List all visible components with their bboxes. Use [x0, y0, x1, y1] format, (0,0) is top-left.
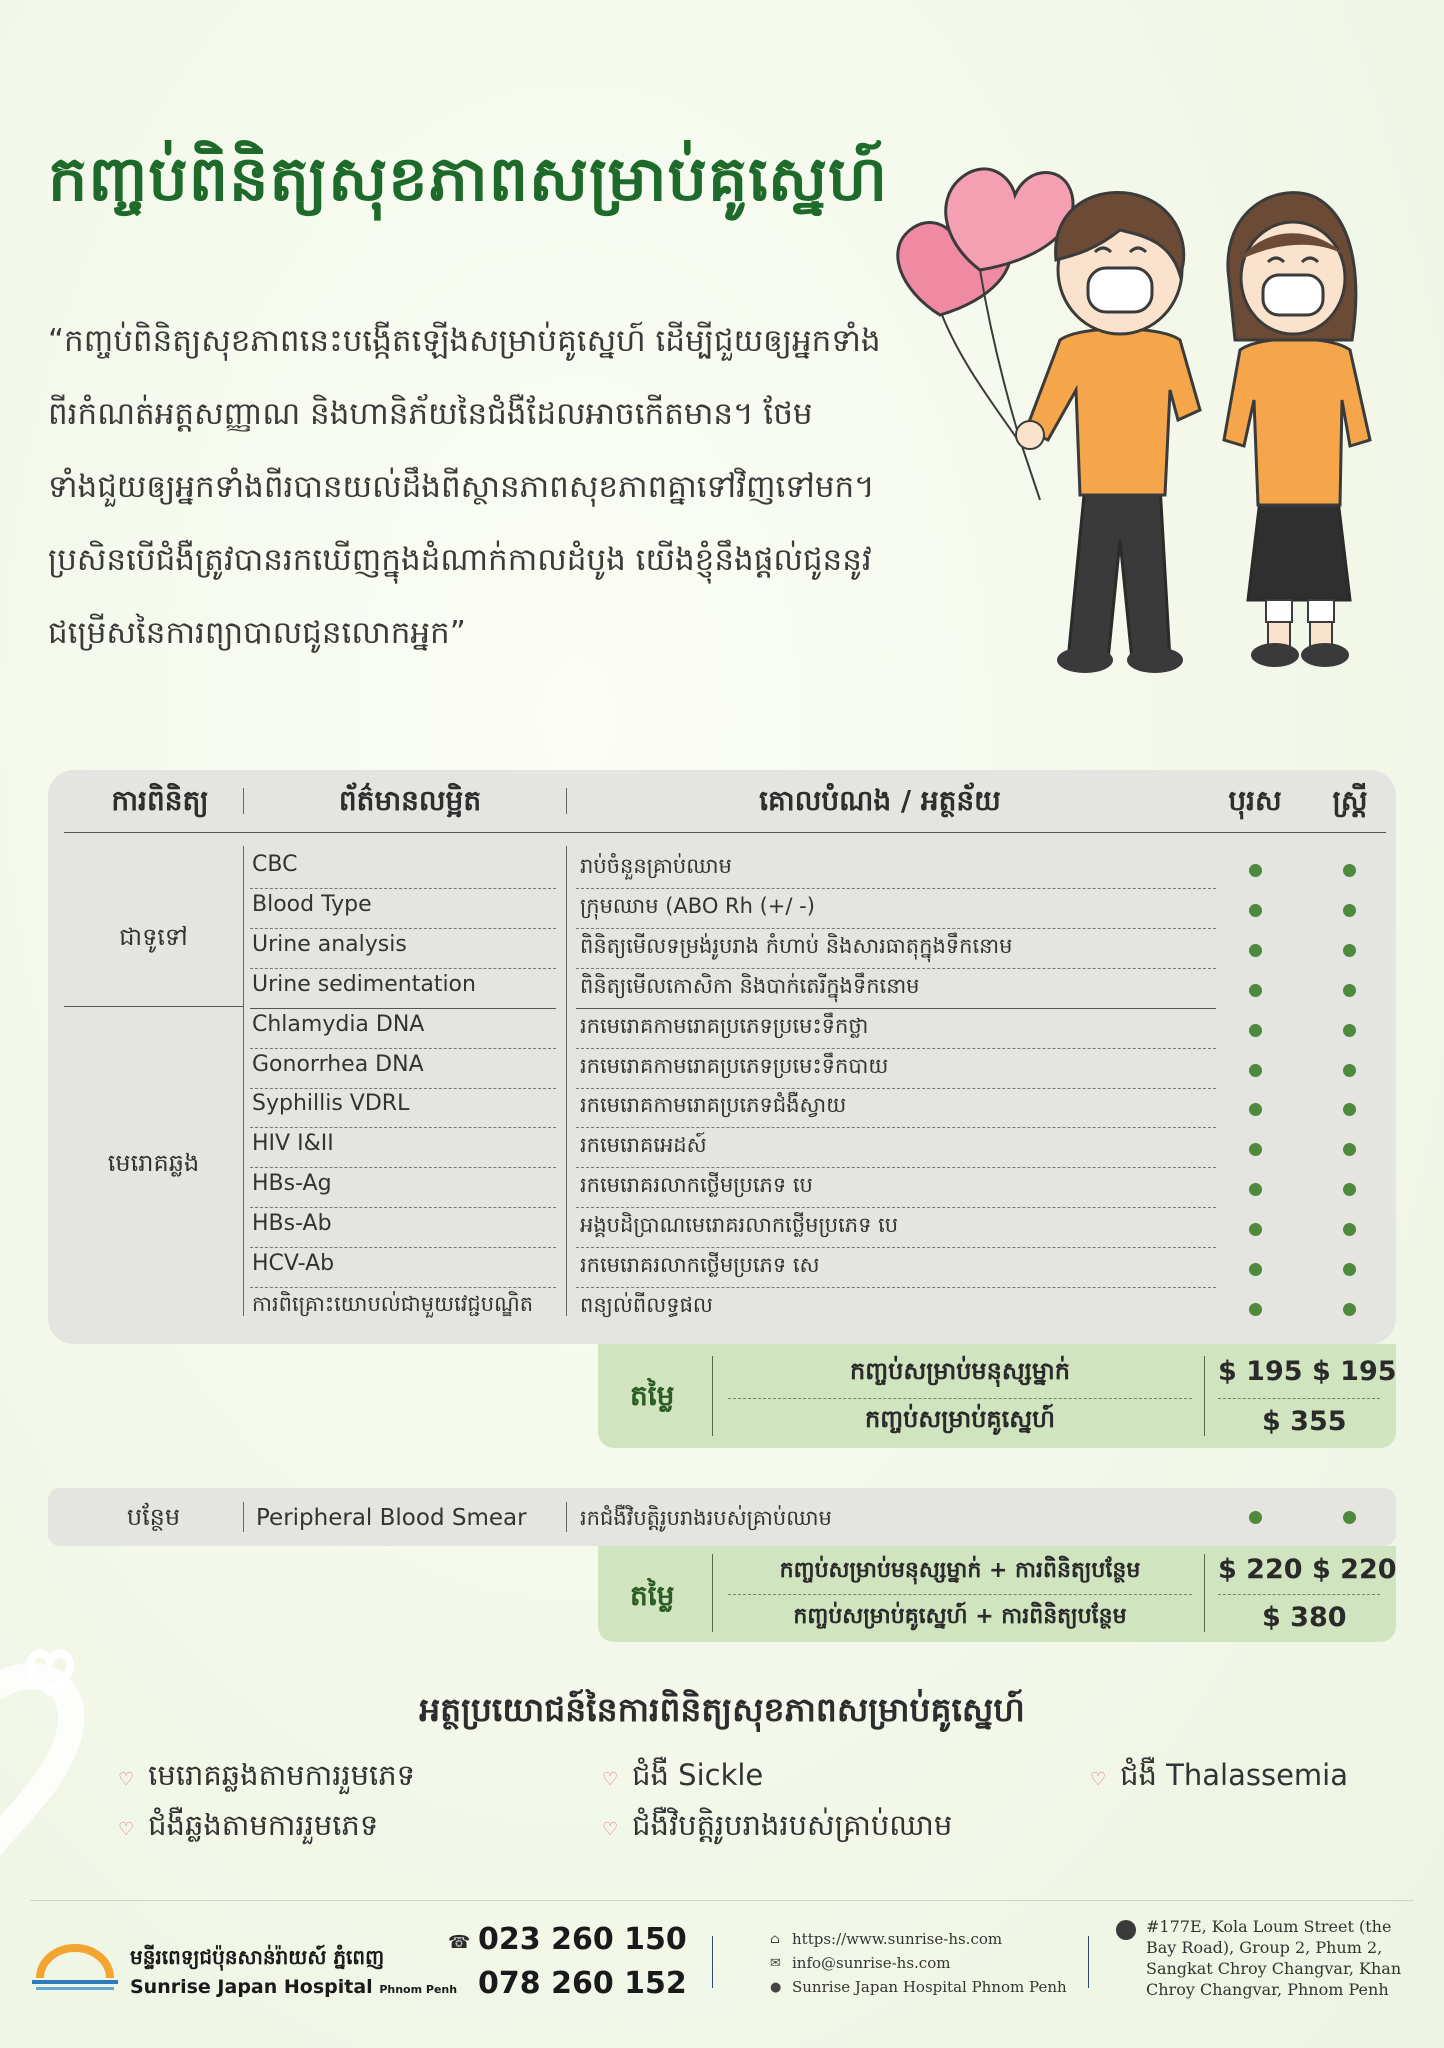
- test-name: Urine analysis: [252, 932, 407, 957]
- row-divider: [250, 1167, 556, 1168]
- female-included-dot: [1343, 1143, 1356, 1156]
- row-divider: [576, 1008, 1216, 1009]
- price-dash: [1218, 1594, 1380, 1595]
- extra-test-name: Peripheral Blood Smear: [256, 1505, 527, 1531]
- price-couple-label: កញ្ចប់សម្រាប់គូស្នេហ៍: [865, 1405, 1055, 1433]
- benefit-item: ♡ ជំងឺ Sickle: [602, 1758, 764, 1792]
- benefit-item: ♡ ជំងឺឆ្លងតាមការរួមភេទ: [118, 1808, 379, 1842]
- header-test: ការពិនិត្យ: [111, 784, 209, 817]
- male-included-dot: [1249, 1143, 1262, 1156]
- girl-figure: [1224, 193, 1370, 667]
- test-name: Urine sedimentation: [252, 972, 476, 997]
- header-detail: ព័ត៌មានលម្អិត: [338, 784, 482, 817]
- row-divider: [576, 1048, 1216, 1049]
- social-link[interactable]: ● Sunrise Japan Hospital Phnom Penh: [770, 1978, 1067, 1996]
- test-purpose: រកមេរោគអេដស៍: [580, 1133, 707, 1157]
- heart-bullet-icon: ♡: [602, 1818, 619, 1840]
- website-link[interactable]: ⌂ https://www.sunrise-hs.com: [770, 1930, 1003, 1948]
- row-divider: [250, 1048, 556, 1049]
- row-divider: [576, 1167, 1216, 1168]
- price-label: តម្លៃ: [630, 1379, 675, 1412]
- price-single-female: $ 195: [1312, 1356, 1397, 1387]
- boy-figure: [1016, 193, 1200, 674]
- email-link[interactable]: ✉ info@sunrise-hs.com: [770, 1954, 951, 1972]
- home-icon: ⌂: [770, 1931, 780, 1947]
- male-included-dot: [1249, 1024, 1262, 1037]
- mail-icon: ✉: [770, 1955, 781, 1971]
- row-divider: [576, 1088, 1216, 1089]
- price-single-extra-male: $ 220: [1218, 1554, 1303, 1585]
- footer-divider: [30, 1900, 1414, 1901]
- male-included-dot: [1249, 1223, 1262, 1236]
- price-single-extra-female: $ 220: [1312, 1554, 1397, 1585]
- test-name: Chlamydia DNA: [252, 1012, 425, 1037]
- benefit-item: ♡ មេរោគឆ្លងតាមការរួមភេទ: [118, 1758, 416, 1792]
- female-included-dot: [1343, 1223, 1356, 1236]
- header-underline: [64, 832, 1386, 833]
- test-purpose: អង្គបដិប្រាណមេរោគរលាកថ្លើមប្រភេទ បេ: [580, 1213, 899, 1237]
- test-purpose: រកមេរោគកាមរោគប្រភេទជំងឺស្វាយ: [580, 1093, 847, 1117]
- male-included-dot: [1249, 944, 1262, 957]
- footer-divider: [712, 1936, 713, 1988]
- benefit-item: ♡ ជំងឺវិបត្តិរូបរាងរបស់គ្រាប់ឈាម: [602, 1808, 953, 1842]
- test-purpose: រកមេរោគកាមរោគប្រភេទប្រមេះទឹកថ្លា: [580, 1014, 869, 1038]
- extra-label: បន្ថែម: [126, 1503, 181, 1531]
- price-label: តម្លៃ: [630, 1579, 675, 1612]
- test-name: ការពិគ្រោះយោបល់ជាមួយវេជ្ជបណ្ឌិត: [252, 1292, 534, 1316]
- male-included-dot: [1249, 1263, 1262, 1276]
- row-divider: [250, 1127, 556, 1128]
- row-divider: [250, 928, 556, 929]
- male-included-dot: [1249, 1103, 1262, 1116]
- header-divider: [243, 788, 244, 814]
- test-purpose: រកមេរោគកាមរោគប្រភេទប្រមេះទឹកបាយ: [580, 1054, 889, 1078]
- column-divider: [243, 846, 244, 1316]
- header-purpose: គោលបំណង / អត្ថន័យ: [759, 784, 1001, 817]
- female-included-dot: [1343, 1024, 1356, 1037]
- price-dash: [728, 1594, 1192, 1595]
- row-divider: [250, 1008, 556, 1009]
- male-included-dot: [1249, 1183, 1262, 1196]
- test-name: HCV-Ab: [252, 1251, 335, 1276]
- hospital-logo-icon: [30, 1942, 120, 1994]
- phone-number-2[interactable]: 078 260 152: [478, 1966, 687, 2001]
- price-dash: [728, 1398, 1192, 1399]
- male-included-dot: [1249, 864, 1262, 877]
- column-divider: [566, 1502, 567, 1532]
- price-divider: [712, 1554, 713, 1632]
- page-title: កញ្ចប់ពិនិត្យសុខភាពសម្រាប់គូស្នេហ៍: [48, 142, 889, 215]
- row-divider: [250, 1207, 556, 1208]
- price-couple-extra-label: កញ្ចប់សម្រាប់គូស្នេហ៍ + ការពិនិត្យបន្ថែម: [793, 1604, 1127, 1629]
- column-divider: [243, 1502, 244, 1532]
- male-included-dot: [1249, 1064, 1262, 1077]
- price-single-male: $ 195: [1218, 1356, 1303, 1387]
- female-included-dot: [1343, 1263, 1356, 1276]
- phone-icon: ☎: [448, 1932, 471, 1953]
- benefits-title: អត្ថប្រយោជន៍នៃការពិនិត្យសុខភាពសម្រាប់គូស្នេហ៍: [419, 1690, 1025, 1729]
- heart-bullet-icon: ♡: [118, 1768, 135, 1790]
- price-dash: [1218, 1398, 1380, 1399]
- extra-test-purpose: រកជំងឺវិបត្តិរូបរាងរបស់គ្រាប់ឈាម: [580, 1506, 832, 1530]
- benefit-item: ♡ ជំងឺ Thalassemia: [1090, 1758, 1349, 1792]
- test-purpose: ក្រុមឈាម (ABO Rh (+/ -): [580, 894, 815, 918]
- row-divider: [250, 1247, 556, 1248]
- row-divider: [576, 888, 1216, 889]
- heart-balloon-icon: [898, 169, 1073, 500]
- column-divider: [566, 846, 567, 1316]
- category-divider: [64, 1006, 243, 1007]
- row-divider: [250, 968, 556, 969]
- male-included-dot: [1249, 1303, 1262, 1316]
- row-divider: [576, 968, 1216, 969]
- header-female: ស្រ្តី: [1332, 784, 1368, 817]
- category-general: ជាទូទៅ: [119, 923, 188, 951]
- row-divider: [250, 1088, 556, 1089]
- test-name: HIV I&II: [252, 1131, 334, 1156]
- extra-female-dot: [1343, 1511, 1356, 1524]
- female-included-dot: [1343, 1183, 1356, 1196]
- row-divider: [576, 1207, 1216, 1208]
- test-name: HBs-Ag: [252, 1171, 332, 1196]
- phone-number-1[interactable]: 023 260 150: [478, 1922, 687, 1957]
- row-divider: [576, 928, 1216, 929]
- test-purpose: រាប់ចំនួនគ្រាប់ឈាម: [580, 854, 732, 878]
- price-single-label: កញ្ចប់សម្រាប់មនុស្សម្នាក់: [850, 1357, 1070, 1385]
- row-divider: [576, 1127, 1216, 1128]
- female-included-dot: [1343, 1103, 1356, 1116]
- header-male: បុរស: [1228, 784, 1282, 817]
- hospital-name-en: Sunrise Japan Hospital Phnom Penh: [130, 1976, 458, 1998]
- row-divider: [250, 1287, 556, 1288]
- heart-bullet-icon: ♡: [118, 1818, 135, 1840]
- test-name: HBs-Ab: [252, 1211, 332, 1236]
- price-single-extra-label: កញ្ចប់សម្រាប់មនុស្សម្នាក់ + ការពិនិត្យបន្ថែម: [779, 1558, 1141, 1583]
- header-divider: [566, 788, 567, 814]
- heart-bullet-icon: ♡: [1090, 1768, 1107, 1790]
- row-divider: [250, 888, 556, 889]
- female-included-dot: [1343, 984, 1356, 997]
- test-purpose: ពន្យល់ពីលទ្ធផល: [580, 1293, 713, 1317]
- female-included-dot: [1343, 944, 1356, 957]
- test-purpose: រកមេរោគរលាកថ្លើមប្រភេទ សេ: [580, 1253, 820, 1277]
- heart-bullet-icon: ♡: [602, 1768, 619, 1790]
- test-name: Blood Type: [252, 892, 372, 917]
- footer-divider: [1088, 1936, 1089, 1988]
- intro-paragraph: “កញ្ចប់ពិនិត្យសុខភាពនេះបង្កើតឡើងសម្រាប់គូស្នេហ៍ ដើម្បីជួយឲ្យអ្នកទាំងពីរកំណត់អត្តសញ្ញាណ និងហានិភ័យនៃជំងឺដែលអាចកើតមាន។ ថែមទាំងជួយឲ្យអ្នកទាំងពីរបានយល់ដឹងពីស្ថានភាពសុខភាពគ្នាទៅវិញទៅមក។ ប្រសិនបើជំងឺត្រូវបានរកឃើញក្នុងដំណាក់កាលដំបូង យើងខ្ញុំនឹងផ្តល់ជូននូវជម្រើសនៃការព្យាបាលជូនលោកអ្នក”: [48, 323, 881, 651]
- test-purpose: ពិនិត្យមើលកោសិកា និងបាក់តេរីក្នុងទឹកនោម: [580, 974, 920, 998]
- price-divider: [712, 1356, 713, 1436]
- price-divider: [1204, 1356, 1205, 1436]
- test-name: CBC: [252, 852, 298, 877]
- address: #177E, Kola Loum Street (the Bay Road), Group 2, Phum 2, Sangkat Chroy Changvar, Khan Chroy Changvar, Phnom Penh: [1146, 1917, 1402, 1999]
- price-couple-extra: $ 380: [1262, 1602, 1347, 1633]
- couple-illustration: [880, 140, 1420, 685]
- row-divider: [576, 1287, 1216, 1288]
- extra-male-dot: [1249, 1511, 1262, 1524]
- male-included-dot: [1249, 984, 1262, 997]
- hospital-name-km: មន្ទីរពេទ្យជប៉ុនសាន់រ៉ាយស៍ ភ្នំពេញ: [130, 1945, 385, 1969]
- test-purpose: ពិនិត្យមើលទម្រង់រូបរាង កំហាប់ និងសារធាតុក្នុងទឹកនោម: [580, 934, 1013, 958]
- female-included-dot: [1343, 1064, 1356, 1077]
- female-included-dot: [1343, 864, 1356, 877]
- test-purpose: រកមេរោគរលាកថ្លើមប្រភេទ បេ: [580, 1173, 813, 1197]
- row-divider: [576, 1247, 1216, 1248]
- test-name: Syphillis VDRL: [252, 1091, 410, 1116]
- test-name: Gonorrhea DNA: [252, 1052, 424, 1077]
- price-divider: [1204, 1554, 1205, 1632]
- female-included-dot: [1343, 1303, 1356, 1316]
- female-included-dot: [1343, 904, 1356, 917]
- location-icon: [1116, 1920, 1136, 1940]
- category-infectious: មេរោគឆ្លង: [107, 1149, 200, 1177]
- male-included-dot: [1249, 904, 1262, 917]
- social-icon: ●: [770, 1979, 782, 1995]
- price-couple: $ 355: [1262, 1406, 1347, 1437]
